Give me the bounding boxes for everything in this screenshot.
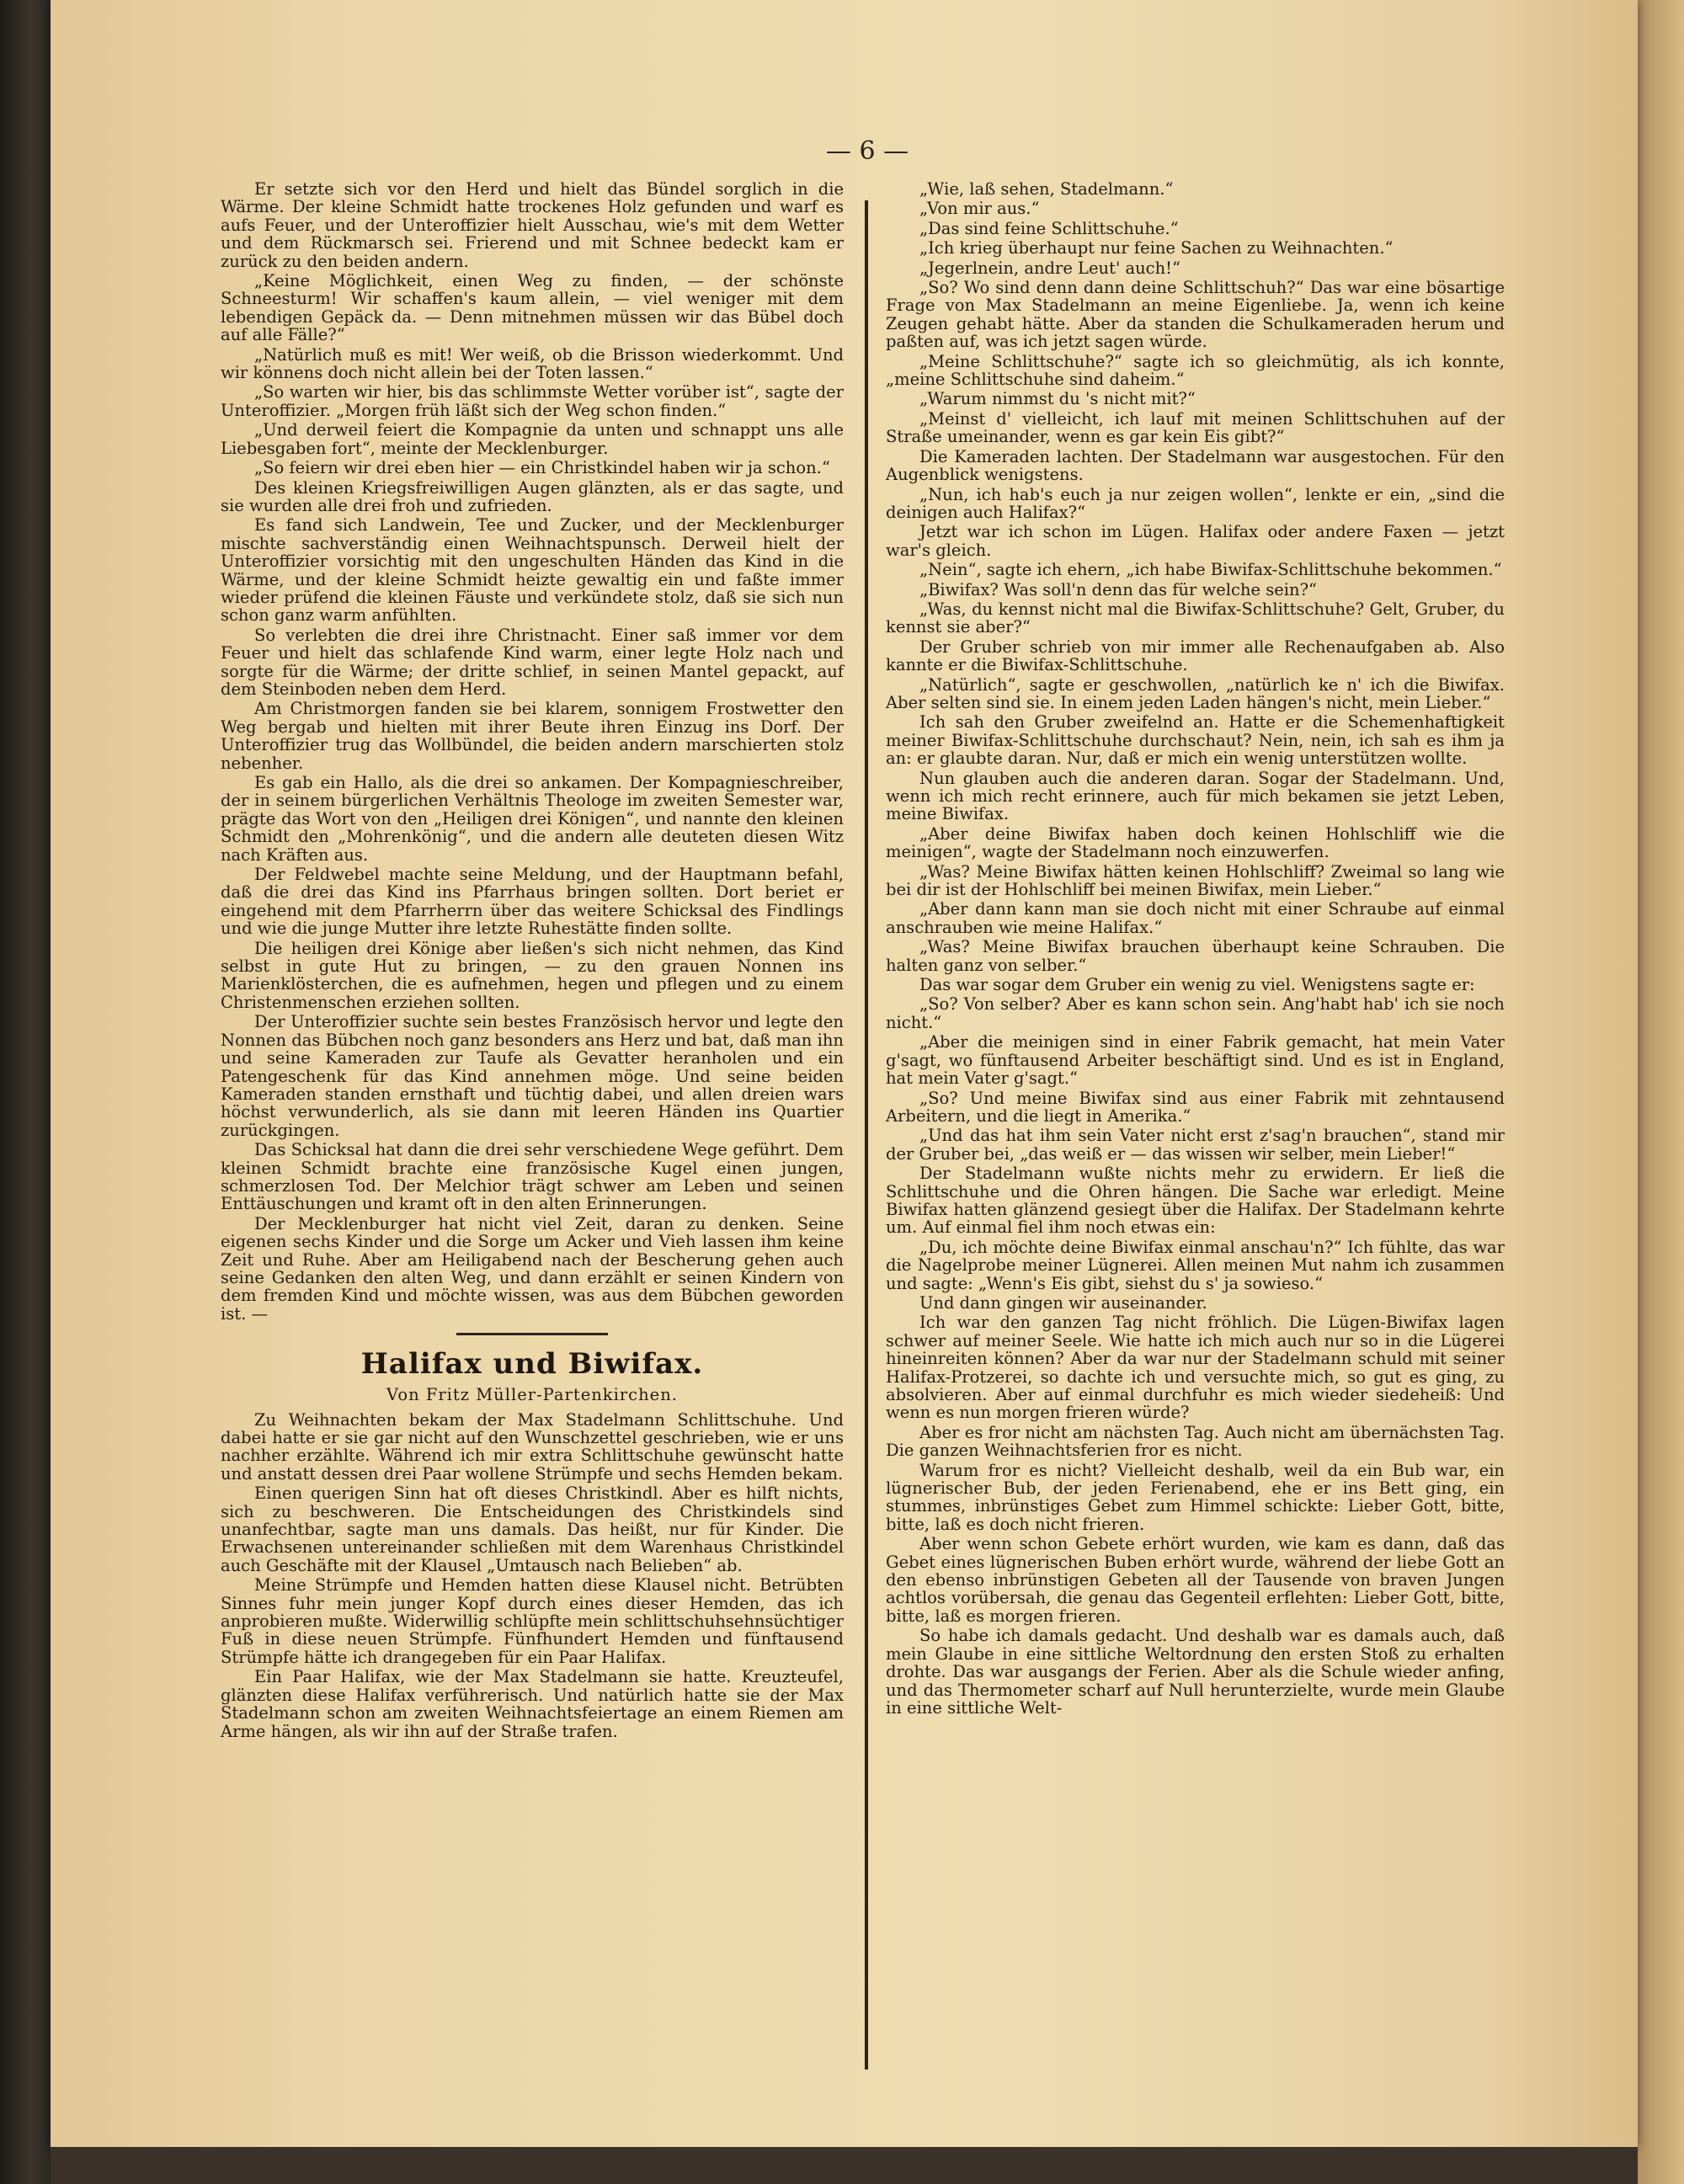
paragraph: Der Gruber schrieb von mir immer alle Rechenaufgaben ab. Also kannte er die Biwifax-Schlittschuhe.	[886, 637, 1505, 675]
paragraph: Der Stadelmann wußte nichts mehr zu erwidern. Er ließ die Schlittschuhe und die Ohren hängen. Die Sache war erledigt. Meine Biwifax hatten glänzend gesiegt über die Halifax. Der Stadelmann kehrte um. Auf einmal fiel ihm noch etwas ein:	[886, 1164, 1505, 1238]
paragraph: „Warum nimmst du 's nicht mit?“	[919, 389, 1196, 409]
left-column	[221, 180, 844, 1742]
paragraph: Der Feldwebel machte seine Meldung, und der Hauptmann befahl, daß die drei das Kind ins Pfarrhaus bringen sollten. Dort beriet er eingehend mit dem Pfarrherrn über das weitere Schicksal des Findlings und wie die junge Mutter ihre letzte Ruhestätte finden sollte.	[221, 865, 844, 939]
paragraph: „So warten wir hier, bis das schlimmste Wetter vorüber ist“, sagte der Unteroffizier. „Morgen früh läßt sich der Weg schon finden.“	[221, 382, 844, 420]
column-divider	[865, 200, 868, 2069]
paragraph: Er setzte sich vor den Herd und hielt das Bündel sorglich in die Wärme. Der kleine Schmidt hatte trockenes Holz gefunden und warf es aufs Feuer, und der Unteroffizier hielt Ausschau, wie's mit dem Wetter und dem Rückmarsch sei. Frierend und mit Schnee bedeckt kam er zurück zu den beiden andern.	[221, 179, 844, 271]
paragraph: „So? Von selber? Aber es kann schon sein. Ang'habt hab' ich sie noch nicht.“	[886, 994, 1505, 1032]
right-column	[886, 180, 1505, 1718]
paragraph: „Aber dann kann man sie doch nicht mit einer Schraube auf einmal anschrauben wie meine Halifax.“	[886, 899, 1505, 937]
paragraph: „Meinst d' vielleicht, ich lauf mit meinen Schlittschuhen auf der Straße umeinander, wenn es gar kein Eis gibt?“	[886, 408, 1505, 447]
paragraph: „Und derweil feiert die Kompagnie da unten und schnappt uns alle Liebesgaben fort“, meinte der Mecklenburger.	[221, 420, 844, 458]
paragraph: „So? Und meine Biwifax sind aus einer Fabrik mit zehntausend Arbeitern, und die liegt in Amerika.“	[886, 1088, 1505, 1126]
paragraph: „So feiern wir drei eben hier — ein Christkindel haben wir ja schon.“	[254, 458, 830, 478]
book-spine	[0, 0, 51, 2184]
paragraph: „Natürlich muß es mit! Wer weiß, ob die Brisson wiederkommt. Und wir könnens doch nicht allein bei der Toten lassen.“	[221, 344, 844, 383]
paragraph: „Nun, ich hab's euch ja nur zeigen wollen“, lenkte er ein, „sind die deinigen auch Halifax?“	[886, 484, 1505, 522]
paragraph: Es gab ein Hallo, als die drei so ankamen. Der Kompagnieschreiber, der in seinem bürgerlichen Verhältnis Theologe im zweiten Semester war, prägte das Wort von den „Heiligen drei Königen“, und nannte den kleinen Schmidt den „Mohrenkönig“, und die andern alle deuteten diesen Witz nach Kräften aus.	[221, 773, 844, 865]
paragraph: „Nein“, sagte ich ehern, „ich habe Biwifax-Schlittschuhe bekommen.“	[919, 560, 1502, 580]
paragraph: „Das sind feine Schlittschuhe.“	[919, 218, 1179, 238]
paragraph: Das Schicksal hat dann die drei sehr verschiedene Wege geführt. Dem kleinen Schmidt brachte eine französische Kugel einen jungen, schmerzlosen Tod. Der Melchior trägt schwer am Leben und seinen Enttäuschungen und kramt oft in den alten Erinnerungen.	[221, 1140, 844, 1214]
adjacent-page-edge	[1638, 0, 1684, 2184]
paragraph: „Was, du kennst nicht mal die Biwifax-Schlittschuhe? Gelt, Gruber, du kennst sie aber?“	[886, 599, 1505, 637]
story-title: Halifax und Biwifax.	[360, 1347, 704, 1382]
paragraph: Aber wenn schon Gebete erhört wurden, wie kam es dann, daß das Gebet eines lügnerischen Buben erhört wurde, während der liebe Gott an den ebenso inbrünstigen Gebeten all der Tausende von braven Jungen achtlos vorübersah, die genau das Gegenteil erflehten: Lieber Gott, bitte, bitte, laß es morgen frieren.	[886, 1534, 1505, 1626]
paragraph: Die Kameraden lachten. Der Stadelmann war ausgestochen. Für den Augenblick wenigstens.	[886, 446, 1505, 485]
paragraph: Des kleinen Kriegsfreiwilligen Augen glänzten, als er das sagte, und sie wurden alle drei froh und zufrieden.	[221, 477, 844, 515]
paragraph: „Jegerlnein, andre Leut' auch!“	[919, 258, 1180, 278]
paragraph: So habe ich damals gedacht. Und deshalb war es damals auch, daß mein Glaube in eine sittliche Weltordnung den ersten Stoß zu erhalten drohte. Das war ausgangs der Ferien. Aber als die Schule wieder anfing, und das Thermometer scharf auf Null herunterzielte, wurde mein Glaube in eine sittliche Welt-	[886, 1626, 1505, 1718]
page-number: — 6 —	[825, 136, 909, 166]
paragraph: Am Christmorgen fanden sie bei klarem, sonnigem Frostwetter den Weg bergab und hielten mit ihrer Beute ihren Einzug ins Dorf. Der Unteroffizier trug das Wollbündel, die beiden andern marschierten stolz nebenher.	[221, 699, 844, 773]
paragraph: So verlebten die drei ihre Christnacht. Einer saß immer vor dem Feuer und hielt das schlafende Kind warm, einer legte Holz nach und sorgte für die Wärme; der dritte schlief, in seinen Mantel gepackt, auf dem Steinboden neben dem Herd.	[221, 625, 844, 699]
paragraph: „Ich krieg überhaupt nur feine Sachen zu Weihnachten.“	[919, 238, 1394, 258]
paragraph: Aber es fror nicht am nächsten Tag. Auch nicht am übernächsten Tag. Die ganzen Weihnachtsferien fror es nicht.	[886, 1422, 1505, 1461]
paragraph: „Was? Meine Biwifax brauchen überhaupt keine Schrauben. Die halten ganz von selber.“	[886, 937, 1505, 975]
byline: Von Fritz Müller-Partenkirchen.	[386, 1385, 678, 1405]
paragraph: „Natürlich“, sagte er geschwollen, „natürlich ke n' ich die Biwifax. Aber selten sind sie. In einem jeden Laden hängen's nicht, mein Lieber.“	[886, 674, 1505, 712]
paragraph: „Du, ich möchte deine Biwifax einmal anschau'n?“ Ich fühlte, das war die Nagelprobe meiner Lügnerei. Allen meinen Mut nahm ich zusammen und sagte: „Wenn's Eis gibt, siehst du s' ja sowieso.“	[886, 1237, 1505, 1293]
paragraph: Warum fror es nicht? Vielleicht deshalb, weil da ein Bub war, ein lügnerischer Bub, der jeden Ferienabend, ehe er ins Bett ging, ein stummes, inbrünstiges Gebet zum Himmel schickte: Lieber Gott, bitte, bitte, laß es doch nicht frieren.	[886, 1460, 1505, 1534]
paragraph: „Aber die meinigen sind in einer Fabrik gemacht, hat mein Vater g'sagt, wo fünftausend Arbeiter beschäftigt sind. Und es ist in England, hat mein Vater g'sagt.“	[886, 1032, 1505, 1089]
paragraph: „Keine Möglichkeit, einen Weg zu finden, — der schönste Schneesturm! Wir schaffen's kaum allein, — viel weniger mit dem lebendigen Gepäck da. — Denn mitnehmen müssen wir das Bübel doch auf alle Fälle?“	[221, 271, 844, 345]
paragraph: Ein Paar Halifax, wie der Max Stadelmann sie hatte. Kreuzteufel, glänzten diese Halifax verführerisch. Und natürlich hatte sie der Max Stadelmann schon am zweiten Weihnachtsfeiertage an einem Riemen am Arme hängen, als wir ihn auf der Straße trafen.	[221, 1667, 844, 1741]
paragraph: Der Unteroffizier suchte sein bestes Französisch hervor und legte den Nonnen das Bübchen noch ganz besonders ans Herz und bat, daß man ihn und seine Kameraden zur Taufe als Gevatter heranholen und ein Patengeschenk für das Kind annehmen möge. Und seine beiden Kameraden standen ernsthaft und tüchtig dabei, und allen dreien wars höchst verwunderlich, als sie dann mit leeren Händen ins Quartier zurückgingen.	[221, 1012, 844, 1140]
paragraph: Nun glauben auch die anderen daran. Sogar der Stadelmann. Und, wenn ich mich recht erinnere, auch für mich bekamen sie jetzt Leben, meine Biwifax.	[886, 768, 1505, 824]
paragraph: „Was? Meine Biwifax hätten keinen Hohlschliff? Zweimal so lang wie bei dir ist der Hohlschliff bei meinen Biwifax, mein Lieber.“	[886, 861, 1505, 900]
paragraph: „Aber deine Biwifax haben doch keinen Hohlschliff wie die meinigen“, wagte der Stadelmann noch einzuwerfen.	[886, 823, 1505, 862]
paragraph: Es fand sich Landwein, Tee und Zucker, und der Mecklenburger mischte sachverständig einen Weihnachtspunsch. Derweil hielt der Unteroffizier vorsichtig mit den ungeschulten Händen das Kind in die Wärme, und der kleine Schmidt heizte gewaltig ein und faßte immer wieder prüfend die kleinen Fäuste und verkündete stolz, daß sie sich nun schon ganz warm anfühlten.	[221, 515, 844, 626]
story-continuation	[221, 180, 844, 1323]
page-bottom-edge	[51, 2147, 1638, 2184]
paragraph: Die heiligen drei Könige aber ließen's sich nicht nehmen, das Kind selbst in gute Hut zu bringen, — zu den grauen Nonnen ins Marienklösterchen, die es aufnehmen, hegen und pflegen und zu einem Christenmenschen erziehen sollten.	[221, 938, 844, 1012]
paragraph: Einen querigen Sinn hat oft dieses Christkindl. Aber es hilft nichts, sich zu beschweren. Die Entscheidungen des Christkindels sind unanfechtbar, sagte man uns damals. Das heißt, nur für Kinder. Die Erwachsenen untereinander schließen mit dem Warenhaus Christkindel auch Geschäfte mit der Klausel „Umtausch nach Belieben“ ab.	[221, 1484, 844, 1575]
paragraph: Und dann gingen wir auseinander.	[919, 1292, 1207, 1313]
paragraph: „Meine Schlittschuhe?“ sagte ich so gleichmütig, als ich konnte, „meine Schlittschuhe sind daheim.“	[886, 351, 1505, 390]
paragraph: „So? Wo sind denn dann deine Schlittschuh?“ Das war eine bösartige Frage von Max Stadelmann an meine Eigenliebe. Ja, wenn ich keine Zeugen gehabt hätte. Aber da standen die Schulkameraden herum und paßten auf, was ich jetzt sagen würde.	[886, 278, 1505, 352]
paragraph: Das war sogar dem Gruber ein wenig zu viel. Wenigstens sagte er:	[919, 975, 1475, 995]
story-body	[221, 1411, 844, 1740]
paragraph: „Wie, laß sehen, Stadelmann.“	[919, 179, 1174, 199]
paragraph: Meine Strümpfe und Hemden hatten diese Klausel nicht. Betrübten Sinnes fuhr mein junger Kopf durch eines dieser Hemden, das ich anprobieren mußte. Widerwillig schlüpfte mein schlittschuhsehnsüchtiger Fuß in diese neuen Strümpfe. Fünfhundert Hemden und fünftausend Strümpfe hätte ich drangegeben für ein Paar Halifax.	[221, 1575, 844, 1667]
paragraph: Der Mecklenburger hat nicht viel Zeit, daran zu denken. Seine eigenen sechs Kinder und die Sorge um Acker und Vieh lassen ihm keine Zeit und Ruhe. Aber am Heiligabend nach der Bescherung gehen auch seine Gedanken den alten Weg, und dann erzählt er seinen Kindern von dem fremden Kind und möchte wissen, was aus dem Bübchen geworden ist. —	[221, 1213, 844, 1324]
paragraph: „Biwifax? Was soll'n denn das für welche sein?“	[919, 579, 1318, 599]
section-separator	[456, 1333, 608, 1335]
paragraph: Zu Weihnachten bekam der Max Stadelmann Schlittschuhe. Und dabei hatte er sie gar nicht auf den Wunschzettel geschrieben, wie er uns nachher erzählte. Während ich mir extra Schlittschuhe gewünscht hatte und anstatt dessen drei Paar wollene Strümpfe und sechs Hemden bekam.	[221, 1409, 844, 1484]
paragraph: Ich sah den Gruber zweifelnd an. Hatte er die Schemenhaftigkeit meiner Biwifax-Schlittschuhe durchschaut? Nein, nein, ich sah es ihm ja an: er glaubte daran. Nur, daß er mich ein wenig unterstützen wollte.	[886, 712, 1505, 769]
paragraph: „Von mir aus.“	[919, 199, 1040, 219]
paragraph: Ich war den ganzen Tag nicht fröhlich. Die Lügen-Biwifax lagen schwer auf meiner Seele. Wie hatte ich mich auch nur so in die Lügerei hineinreiten können? Aber da war nur der Stadelmann schuld mit seiner Halifax-Protzerei, so dachte ich und versuchte mich, so gut es ging, zu absolvieren. Aber auf einmal durchfuhr es mich wieder siedeheiß: Und wenn es nun morgen frieren würde?	[886, 1313, 1505, 1423]
paragraph: Jetzt war ich schon im Lügen. Halifax oder andere Faxen — jetzt war's gleich.	[886, 522, 1505, 560]
paragraph: „Und das hat ihm sein Vater nicht erst z'sag'n brauchen“, stand mir der Gruber bei, „das weiß er — das wissen wir selber, mein Lieber!“	[886, 1126, 1505, 1164]
